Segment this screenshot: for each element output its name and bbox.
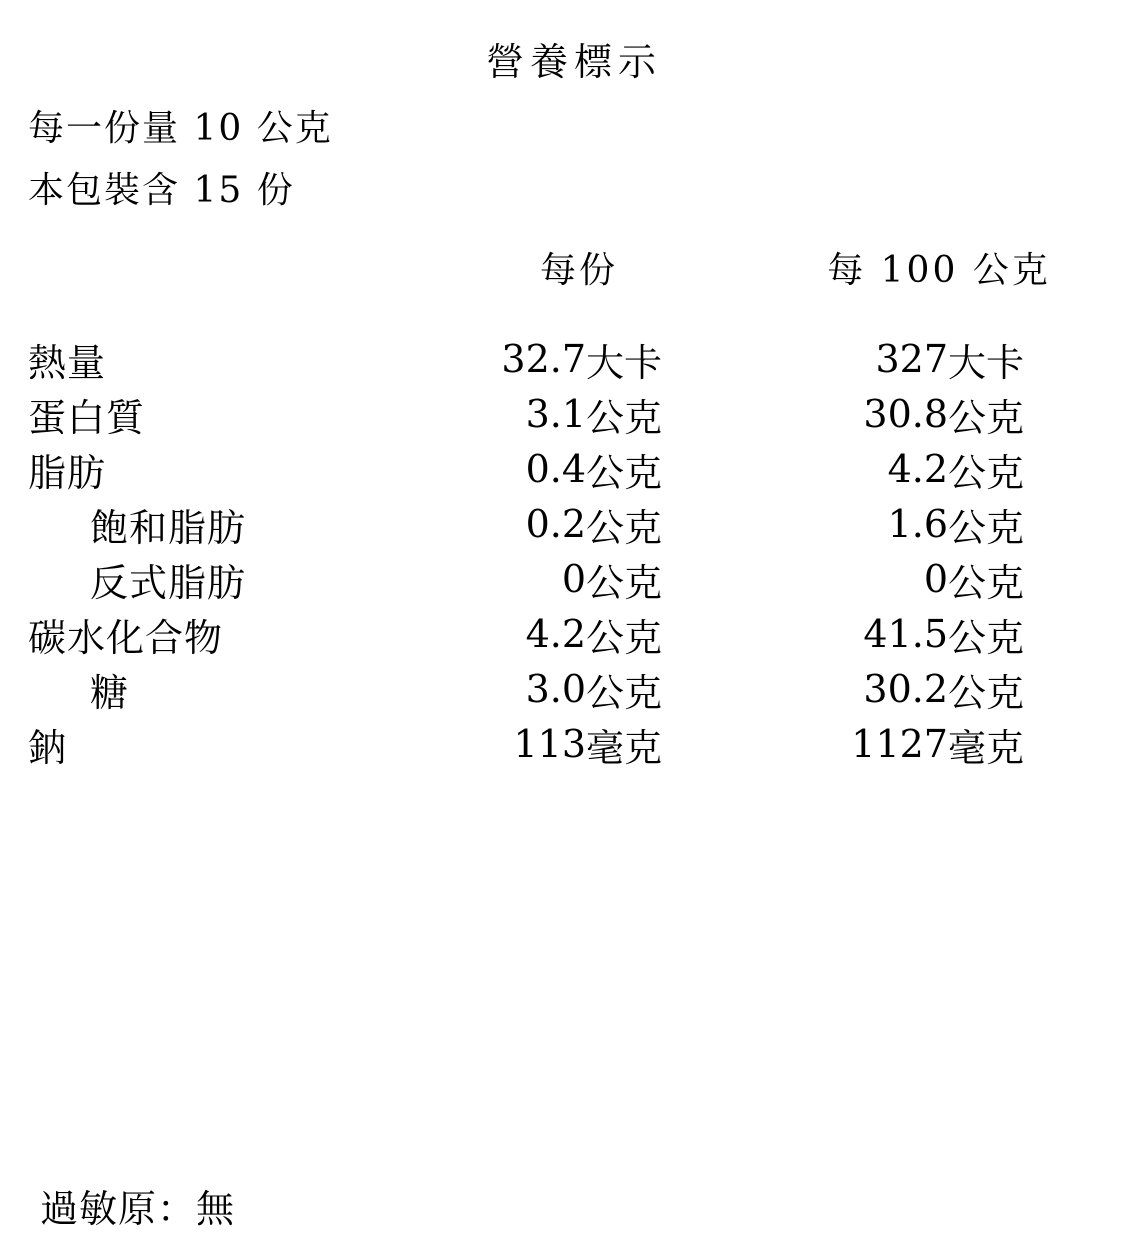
row-per-serving-value: 32.7	[501, 337, 586, 382]
row-per-100g-value: 327	[875, 337, 948, 382]
row-per-100g-value: 4.2	[887, 447, 948, 492]
row-per-100g-value: 30.8	[863, 392, 948, 437]
row-per-serving-value: 0.4	[525, 447, 586, 492]
row-per-100g-unit: 公克	[948, 450, 1025, 495]
row-per-serving-value: 0.2	[525, 502, 586, 547]
row-per-100g-value: 30.2	[863, 667, 948, 712]
row-label: 碳水化合物	[28, 615, 224, 660]
row-per-serving-unit: 公克	[586, 560, 663, 605]
row-per-100g-value: 41.5	[863, 612, 948, 657]
row-per-100g-unit: 公克	[948, 670, 1025, 715]
row-per-serving-unit: 公克	[586, 505, 663, 550]
servings-per-package-line: 本包裝含 15 份	[28, 169, 295, 211]
table-row	[28, 662, 1120, 717]
row-per-100g-unit: 公克	[948, 615, 1025, 660]
row-per-serving-unit: 毫克	[586, 725, 663, 770]
row-per-serving-unit: 公克	[586, 615, 663, 660]
row-per-serving-value: 4.2	[525, 612, 586, 657]
row-per-100g-unit: 大卡	[948, 340, 1025, 385]
table-row	[28, 497, 1120, 552]
row-per-serving-value: 3.0	[525, 667, 586, 712]
row-per-serving-unit: 公克	[586, 670, 663, 715]
row-per-serving-value: 113	[513, 722, 586, 767]
row-per-serving-value: 0	[561, 557, 586, 602]
column-header-row	[28, 222, 1120, 314]
row-per-100g-unit: 公克	[948, 395, 1025, 440]
row-label: 鈉	[28, 725, 68, 770]
row-per-100g-value: 0	[923, 557, 948, 602]
row-per-100g-value: 1127	[851, 722, 948, 767]
row-per-serving-unit: 公克	[586, 395, 663, 440]
row-label: 熱量	[28, 340, 107, 385]
allergen-statement: 過敏原：無	[40, 1187, 236, 1231]
row-per-100g-value: 1.6	[887, 502, 948, 547]
table-row	[28, 717, 1120, 790]
serving-info	[28, 98, 1120, 222]
column-header-per-serving: 每份	[539, 250, 618, 292]
row-per-100g-unit: 公克	[948, 560, 1025, 605]
serving-info-row	[28, 98, 1120, 222]
row-per-serving-unit: 公克	[586, 450, 663, 495]
table-row	[28, 552, 1120, 607]
table-row	[28, 314, 1120, 387]
nutrition-facts-table	[28, 18, 1120, 790]
row-per-serving-value: 3.1	[525, 392, 586, 437]
row-label: 脂肪	[28, 450, 107, 495]
row-per-100g-unit: 公克	[948, 505, 1025, 550]
title-row	[28, 18, 1120, 98]
row-label: 蛋白質	[28, 395, 146, 440]
table-row	[28, 442, 1120, 497]
table-row	[28, 387, 1120, 442]
row-per-serving-unit: 大卡	[586, 340, 663, 385]
serving-size-line: 每一份量 10 公克	[28, 108, 333, 149]
column-header-name	[28, 222, 400, 314]
column-header-per-100g: 每 100 公克	[827, 250, 1051, 292]
row-label: 飽和脂肪	[90, 505, 247, 550]
row-label: 糖	[90, 670, 130, 715]
row-per-100g-unit: 毫克	[948, 725, 1025, 770]
table-row	[28, 607, 1120, 662]
row-label: 反式脂肪	[90, 560, 247, 605]
label-title: 營養標示	[485, 39, 662, 84]
